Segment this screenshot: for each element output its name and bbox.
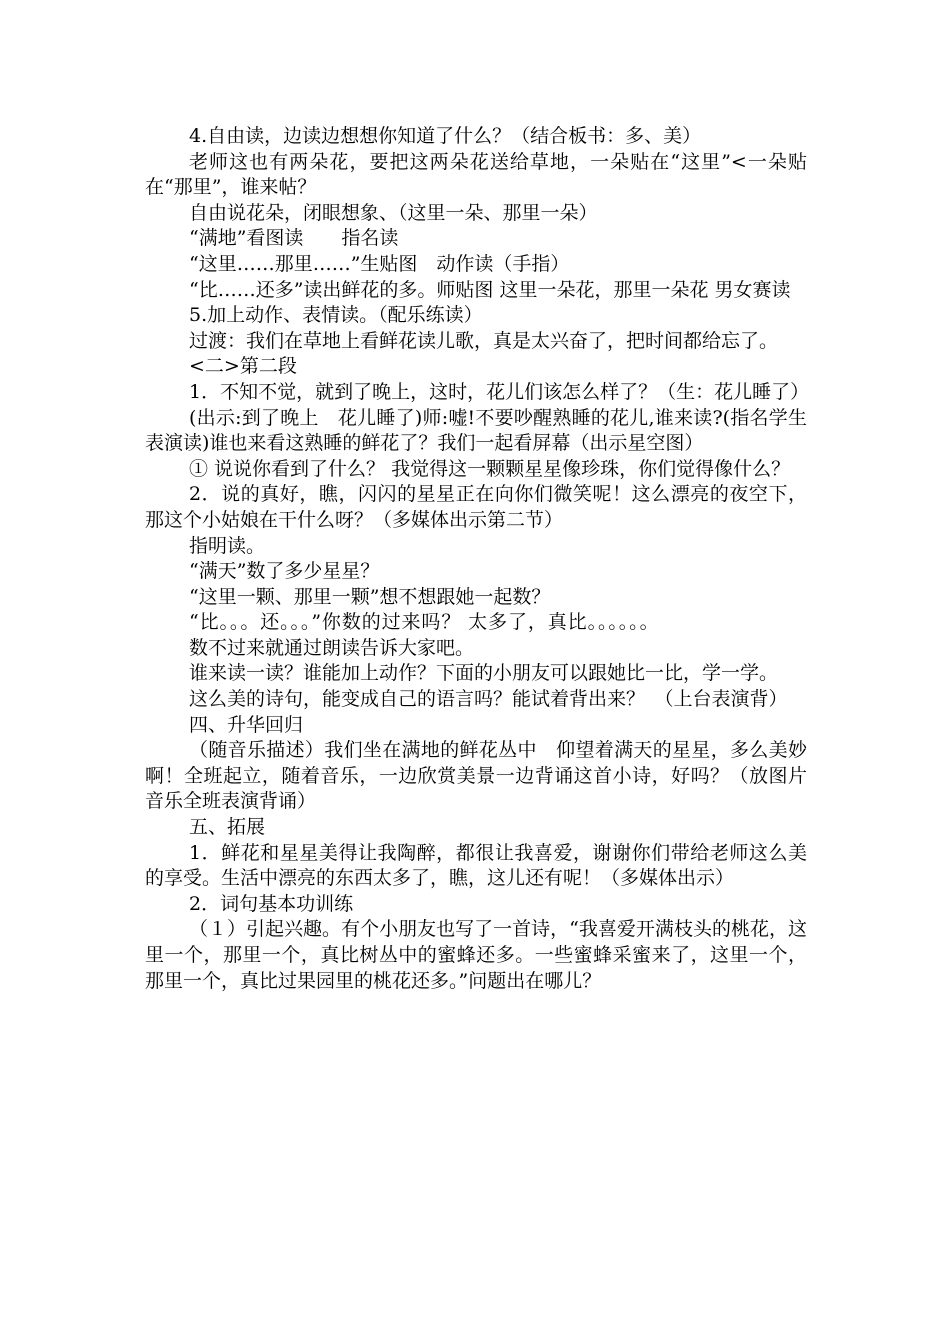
paragraph: 老师这也有两朵花，要把这两朵花送给草地，一朵贴在“这里”<一朵贴在“那里”，谁来帖？ (145, 150, 807, 199)
paragraph: (出示:到了晚上 花儿睡了)师:嘘!不要吵醒熟睡的花儿,谁来读?(指名学生表演读)谁也来看这熟睡的鲜花了？我们一起看屏幕（出示星空图） (145, 406, 807, 455)
paragraph: “比……还多”读出鲜花的多。师贴图 这里一朵花，那里一朵花 男女赛读 (189, 278, 791, 301)
paragraph: 2．说的真好，瞧，闪闪的星星正在向你们微笑呢！这么漂亮的夜空下，那这个小姑娘在干什么呀？（多媒体出示第二节） (145, 483, 807, 531)
section-heading: <二>第二段 (189, 355, 297, 378)
paragraph: 4.自由读，边读边想想你知道了什么？（结合板书：多、美） (189, 125, 702, 147)
document-body (145, 124, 827, 994)
paragraph: 自由说花朵，闭眼想象、（这里一朵、那里一朵） (189, 201, 598, 224)
paragraph: 这么美的诗句，能变成自己的语言吗？能试着背出来？ （上台表演背） (189, 688, 788, 711)
paragraph: 2．词句基本功训练 (189, 892, 354, 915)
paragraph: 1．不知不觉，就到了晚上，这时，花儿们该怎么样了？（生：花儿睡了） (189, 380, 810, 403)
paragraph: “满地”看图读 指名读 (189, 227, 399, 250)
paragraph: （随音乐描述）我们坐在满地的鲜花丛中 仰望着满天的星星，多么美妙啊！全班起立，随着音乐，一边欣赏美景一边背诵这首小诗，好吗？（放图片 音乐全班表演背诵） (145, 739, 827, 813)
paragraph: 过渡：我们在草地上看鲜花读儿歌，真是太兴奋了，把时间都给忘了。 (189, 329, 779, 352)
paragraph: “满天”数了多少星星？ (189, 560, 380, 583)
section-heading: 五、拓展 (189, 816, 266, 839)
section-heading: 四、升华回归 (189, 713, 304, 736)
paragraph: 5.加上动作、表情读。（配乐练读） (189, 304, 483, 327)
paragraph: “这里一颗、那里一颗”想不想跟她一起数？ (189, 585, 551, 608)
paragraph: ① 说说你看到了什么？ 我觉得这一颗颗星星像珍珠，你们觉得像什么？ (189, 457, 791, 480)
paragraph: “比。。。还。。。”你数的过来吗？ 太多了，真比。。。。。。 (189, 611, 660, 634)
paragraph: 谁来读一读？谁能加上动作？下面的小朋友可以跟她比一比，学一学。 (189, 662, 779, 685)
paragraph: “这里……那里……”生贴图 动作读（手指） (189, 252, 570, 275)
paragraph: 1．鲜花和星星美得让我陶醉，都很让我喜爱，谢谢你们带给老师这么美的享受。生活中漂亮的东西太多了，瞧，这儿还有呢！（多媒体出示） (145, 841, 807, 890)
paragraph: 数不过来就通过朗读告诉大家吧。 (189, 636, 475, 659)
paragraph: 指明读。 (189, 534, 266, 557)
paragraph: （１）引起兴趣。有个小朋友也写了一首诗，“我喜爱开满枝头的桃花，这里一个，那里一个，真比树丛中的蜜蜂还多。一些蜜蜂采蜜来了，这里一个，那里一个，真比过果园里的桃花还多。”问题出在哪儿？ (145, 918, 807, 992)
